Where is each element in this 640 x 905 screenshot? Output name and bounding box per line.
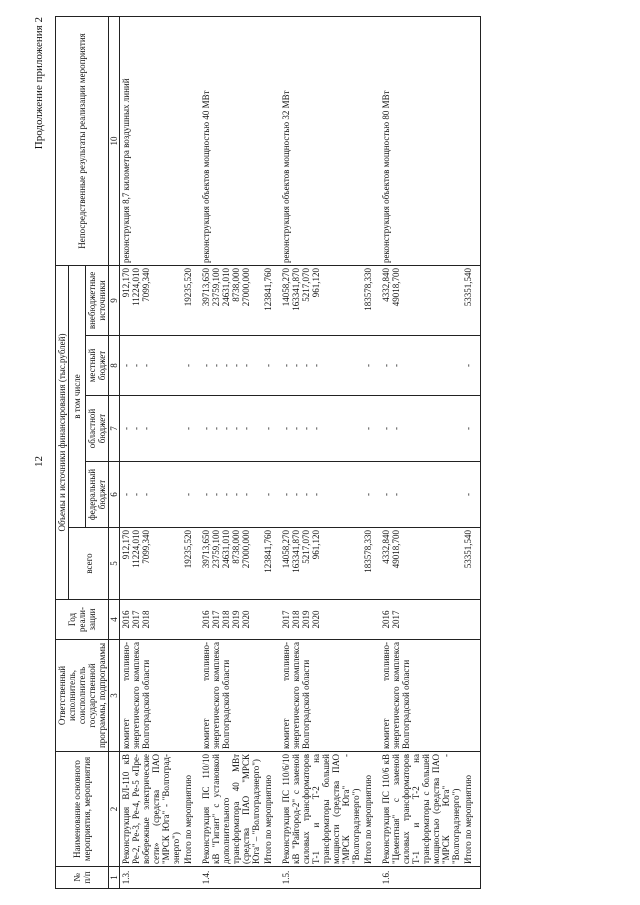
- local-budget: -: [182, 336, 200, 396]
- table-row: [380, 16, 462, 888]
- local-budget: - - - -: [280, 336, 362, 396]
- table-row: [362, 16, 380, 888]
- federal-budget: - - -: [120, 462, 183, 528]
- result: реконструкция объектов мощностью 40 МВт: [200, 16, 262, 265]
- page-number: 12: [33, 456, 45, 467]
- executor: [362, 640, 380, 752]
- col-number: 3: [109, 640, 120, 752]
- measure-name: Итого по мероприятию: [362, 752, 380, 867]
- offbudget-amount: 53351,540: [462, 265, 480, 335]
- regional-budget: - - - -: [280, 396, 362, 462]
- col-number: 1: [109, 867, 120, 889]
- federal-budget: -: [182, 462, 200, 528]
- years: 2017 2018 2019 2020: [280, 600, 362, 640]
- table-row: [262, 16, 280, 888]
- header-offbudget: внебюджетные источники: [86, 265, 109, 335]
- table-row: [462, 16, 480, 888]
- col-number: 7: [109, 396, 120, 462]
- total-amount: 19235,520: [182, 528, 200, 600]
- regional-budget: -: [462, 396, 480, 462]
- result: [262, 16, 280, 265]
- offbudget-amount: 912,170 11224,010 7099,340: [120, 265, 183, 335]
- total-amount: 39713,650 23759,100 24631,010 8738,000 27000,000: [200, 528, 262, 600]
- header-result: Непосредственные результаты реализации мероприятия: [56, 16, 109, 265]
- continuation-label: Продолжение приложения 2: [33, 17, 45, 150]
- years: 2016 2017 2018 2019 2020: [200, 600, 262, 640]
- total-amount: 123841,760: [262, 528, 280, 600]
- measure-name: Реконструкция ПС 110/10 кВ "Гигант" с установкой дополнительного трансформатора 40 МВт (средства ПАО "МРСК Юга" – "Волгоградэнерго"): [200, 752, 262, 867]
- measure-name: Итого по мероприятию: [182, 752, 200, 867]
- row-number: 1.6.: [380, 867, 462, 889]
- measure-name: Итого по мероприятию: [262, 752, 280, 867]
- regional-budget: - - -: [120, 396, 183, 462]
- result: [182, 16, 200, 265]
- total-amount: 14058,270 163341,870 5217,070 961,120: [280, 528, 362, 600]
- offbudget-amount: 183578,330: [362, 265, 380, 335]
- row-number: 1.5.: [280, 867, 362, 889]
- row-number: [462, 867, 480, 889]
- measure-name: Реконструкция ПС 110/6 кВ "Цементная" с заменой силовых трансформаторов Т-1 и Т-2 на трансформаторы с большей мощностью (средства ПАО "МРСК Юга" - "Волгоградэнерго"): [380, 752, 462, 867]
- result: реконструкция 8,7 километра воздушных линий: [120, 16, 183, 265]
- col-number: 10: [109, 16, 120, 265]
- years: 2016 2017 2018: [120, 600, 183, 640]
- years: 2016 2017: [380, 600, 462, 640]
- table-row: [280, 16, 362, 888]
- total-amount: 53351,540: [462, 528, 480, 600]
- col-number: 9: [109, 265, 120, 335]
- years: [462, 600, 480, 640]
- table-row: [200, 16, 262, 888]
- col-number: 4: [109, 600, 120, 640]
- table-row: [182, 16, 200, 888]
- regional-budget: - -: [380, 396, 462, 462]
- federal-budget: -: [262, 462, 280, 528]
- header-executor: Ответственный исполнитель, соисполнитель государственной программы, подпрограммы: [56, 640, 109, 752]
- header-year: Год реали- зации: [56, 600, 109, 640]
- col-number: 2: [109, 752, 120, 867]
- row-number: [262, 867, 280, 889]
- result: реконструкция объектов мощностью 32 МВт: [280, 16, 362, 265]
- regional-budget: -: [182, 396, 200, 462]
- total-amount: 912,170 11224,010 7099,340: [120, 528, 183, 600]
- years: [182, 600, 200, 640]
- row-number: [362, 867, 380, 889]
- federal-budget: - - - - -: [200, 462, 262, 528]
- regional-budget: -: [262, 396, 280, 462]
- offbudget-amount: 123841,760: [262, 265, 280, 335]
- document-page: [25, 7, 615, 897]
- total-amount: 4332,840 49018,700: [380, 528, 462, 600]
- row-number: 1.3.: [120, 867, 183, 889]
- row-number: 1.4.: [200, 867, 262, 889]
- local-budget: - - -: [120, 336, 183, 396]
- executor: комитет топливно-энергетического комплекса Волгоградской области: [280, 640, 362, 752]
- result: [362, 16, 380, 265]
- header-local: местный бюджет: [86, 336, 109, 396]
- executor: [262, 640, 280, 752]
- offbudget-amount: 39713,650 23759,100 24631,010 8738,000 27000,000: [200, 265, 262, 335]
- header-regional: областной бюджет: [86, 396, 109, 462]
- col-number: 6: [109, 462, 120, 528]
- header-num: № п/п: [56, 867, 109, 889]
- executor: [182, 640, 200, 752]
- executor: [462, 640, 480, 752]
- offbudget-amount: 14058,270 163341,870 5217,070 961,120: [280, 265, 362, 335]
- col-number: 8: [109, 336, 120, 396]
- header-including: в том числе: [69, 265, 86, 527]
- measure-name: Реконструкция ВЛ-110 кВ Ре-2, Ре-3, Ре-4, Ре-5 «Пре-вобережные электрические сети» (средства ПАО "МРСК Юга" - "Волгоград-энерго"): [120, 752, 183, 867]
- years: [262, 600, 280, 640]
- total-amount: 183578,330: [362, 528, 380, 600]
- header-total: всего: [69, 528, 109, 600]
- local-budget: - - - - -: [200, 336, 262, 396]
- offbudget-amount: 4332,840 49018,700: [380, 265, 462, 335]
- measure-name: Итого по мероприятию: [462, 752, 480, 867]
- local-budget: - -: [380, 336, 462, 396]
- result: реконструкция объектов мощностью 80 МВт: [380, 16, 462, 265]
- executor: комитет топливно-энергетического комплекса Волгоградской области: [120, 640, 183, 752]
- years: [362, 600, 380, 640]
- federal-budget: -: [362, 462, 380, 528]
- local-budget: -: [462, 336, 480, 396]
- local-budget: -: [362, 336, 380, 396]
- regional-budget: -: [362, 396, 380, 462]
- measure-name: Реконструкция ПС 110/6/10 кВ "Райгород-2" с заменой силовых трансформаторов Т-1 и Т-2 на трансформаторы большей мощности (средства ПАО "МРСК Юга" - "Волгоградэнерго"): [280, 752, 362, 867]
- col-number: 5: [109, 528, 120, 600]
- executor: комитет топливно-энергетического комплекса Волгоградской области: [200, 640, 262, 752]
- regional-budget: - - - - -: [200, 396, 262, 462]
- funding-table: [55, 16, 481, 889]
- result: [462, 16, 480, 265]
- header-name: Наименование основного мероприятия, мероприятия: [56, 752, 109, 867]
- federal-budget: -: [462, 462, 480, 528]
- federal-budget: - - - -: [280, 462, 362, 528]
- table-row: [120, 16, 183, 888]
- header-federal: федеральный бюджет: [86, 462, 109, 528]
- federal-budget: - -: [380, 462, 462, 528]
- offbudget-amount: 19235,520: [182, 265, 200, 335]
- row-number: [182, 867, 200, 889]
- header-funding: Объемы и источники финансирования (тыс.рублей): [56, 265, 69, 599]
- local-budget: -: [262, 336, 280, 396]
- executor: комитет топливно-энергетического комплекса Волгоградской области: [380, 640, 462, 752]
